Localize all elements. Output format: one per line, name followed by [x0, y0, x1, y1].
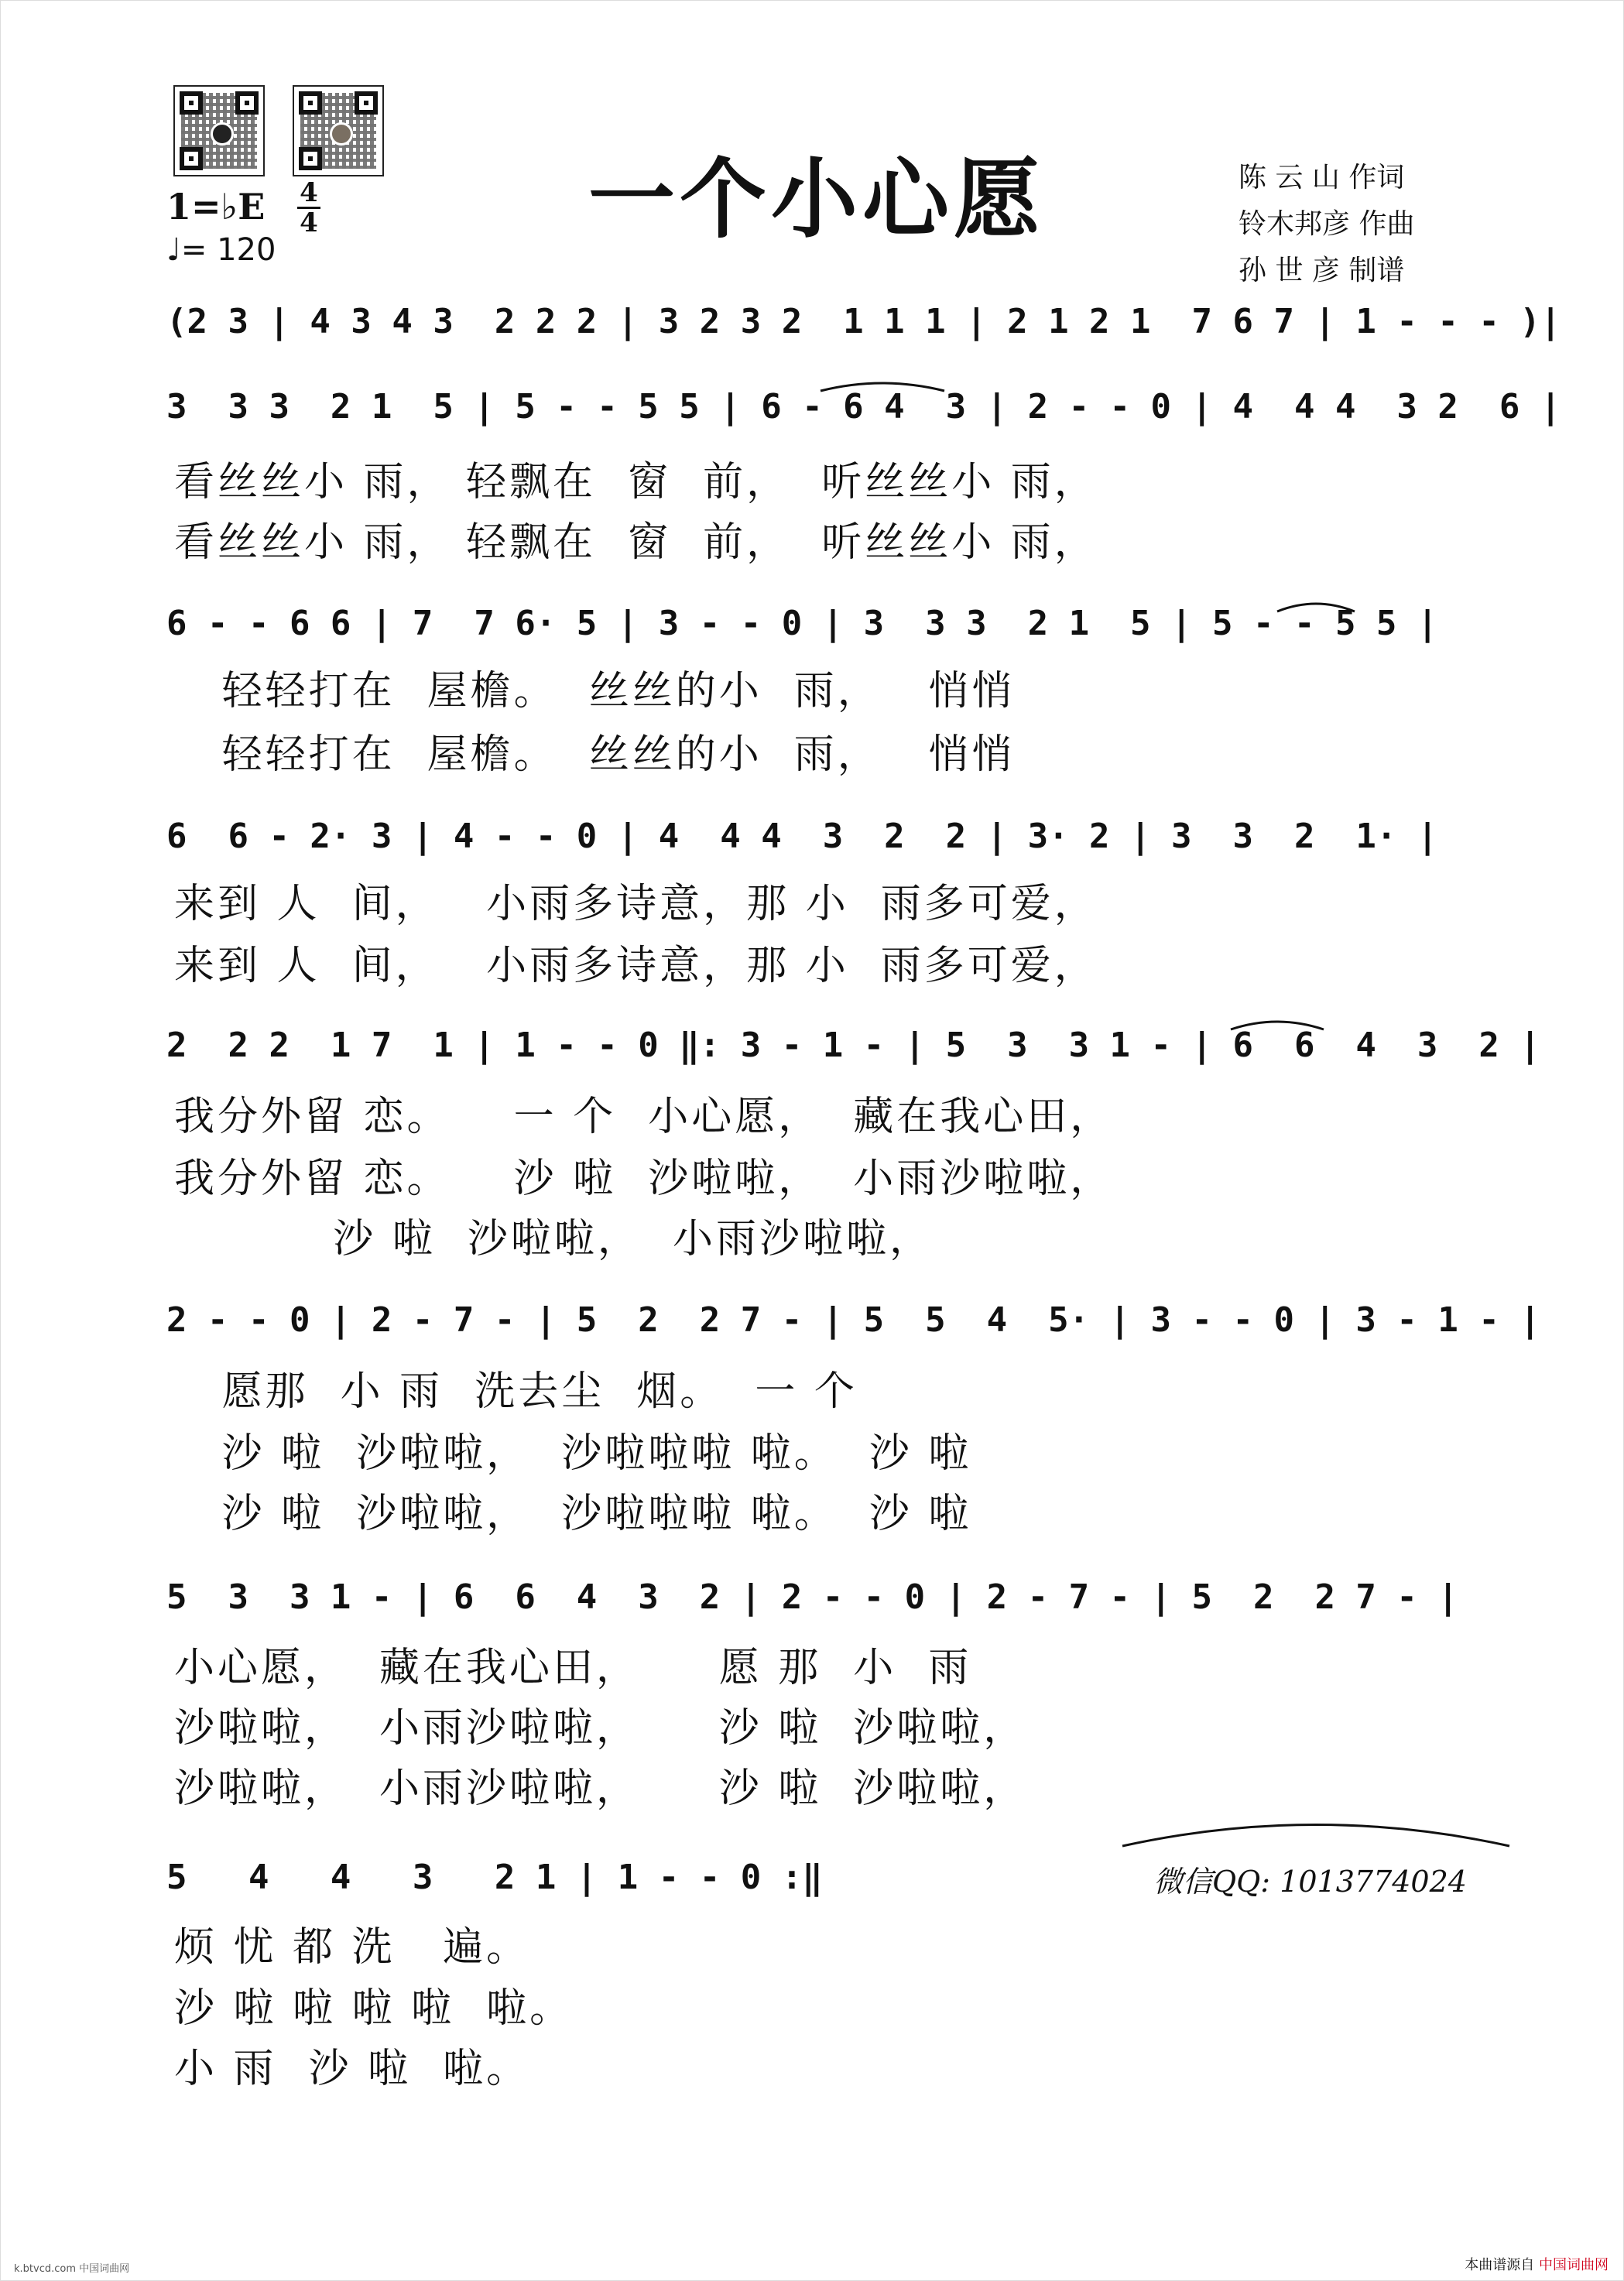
time-signature-bottom: 4	[300, 207, 318, 238]
notation-line: 5 4 4 3 2 1 | 1 - - 0 :‖	[166, 1858, 823, 1897]
lyric-line: 沙 啦 啦 啦 啦 啦。	[174, 1985, 574, 2032]
notation-line: (2 3 | 4 3 4 3 2 2 2 | 3 2 3 2 1 1 1 | 2 1 2 1 7 6 7 | 1 - - - )|	[166, 302, 1561, 341]
lyric-line: 沙啦啦， 小雨沙啦啦， 沙 啦 沙啦啦，	[174, 1766, 1027, 1812]
footer-source-right	[1465, 2254, 1609, 2274]
lyric-line: 小 雨 沙 啦 啦。	[174, 2046, 530, 2092]
lyric-line: 来到 人 间， 小雨多诗意，那 小 雨多可爱，	[174, 943, 1098, 989]
footer-label: 本曲谱源自	[1465, 2257, 1535, 2273]
lyric-line: 轻轻打在 屋檐。 丝丝的小 雨， 悄悄	[174, 668, 1016, 714]
lyric-line: 小心愿， 藏在我心田， 愿 那 小 雨	[174, 1645, 972, 1691]
lyric-line: 轻轻打在 屋檐。 丝丝的小 雨， 悄悄	[174, 731, 1016, 778]
contact-info: 微信QQ: 1013774024	[1153, 1865, 1467, 1899]
lyric-line: 来到 人 间， 小雨多诗意，那 小 雨多可爱，	[174, 881, 1098, 927]
notation-line: 6 - - 6 6 | 7 7 6· 5 | 3 - - 0 | 3 3 3 2 1 5 | 5 - - 5 5 |	[166, 604, 1438, 643]
lyric-line: 沙 啦 沙啦啦， 小雨沙啦啦，	[174, 1216, 933, 1262]
lyric-line: 沙啦啦， 小雨沙啦啦， 沙 啦 沙啦啦，	[174, 1705, 1027, 1752]
time-signature-top: 4	[300, 177, 318, 208]
notation-line: 2 - - 0 | 2 - 7 - | 5 2 2 7 - | 5 5 4 5· | 3 - - 0 | 3 - 1 - |	[166, 1300, 1540, 1340]
lyric-line: 沙 啦 沙啦啦， 沙啦啦啦 啦。 沙 啦	[174, 1491, 972, 1537]
arranger-credit: 孙 世 彦 制谱	[1239, 255, 1405, 286]
notation-line: 6 6 - 2· 3 | 4 - - 0 | 4 4 4 3 2 2 | 3· 2 | 3 3 2 1· |	[166, 817, 1438, 856]
song-title: 一个小心愿	[588, 149, 1045, 250]
notation-line: 2 2 2 1 7 1 | 1 - - 0 ‖: 3 - 1 - | 5 3 3 1 - | 6 6 4 3 2 |	[166, 1026, 1540, 1065]
tempo-marking: ♩= 120	[166, 232, 276, 268]
lyric-line: 沙 啦 沙啦啦， 沙啦啦啦 啦。 沙 啦	[174, 1430, 972, 1477]
lyric-line: 我分外留 恋。 沙 啦 沙啦啦， 小雨沙啦啦，	[174, 1156, 1114, 1202]
footer-site: 中国词曲网	[1539, 2257, 1609, 2273]
lyric-line: 我分外留 恋。 一 个 小心愿， 藏在我心田，	[174, 1094, 1114, 1140]
notation-line: 5 3 3 1 - | 6 6 4 3 2 | 2 - - 0 | 2 - 7 - | 5 2 2 7 - |	[166, 1577, 1458, 1617]
lyric-line: 愿那 小 雨 洗去尘 烟。 一 个	[174, 1368, 858, 1415]
composer-credit: 铃木邦彦 作曲	[1239, 208, 1415, 240]
lyric-line: 烦 忧 都 洗 遍。	[174, 1924, 530, 1971]
key-signature: 1=♭E	[166, 186, 266, 228]
notation-line: 3 3 3 2 1 5 | 5 - - 5 5 | 6 - 6 4 3 | 2 - - 0 | 4 4 4 3 2 6 |	[166, 387, 1561, 426]
lyric-line: 看丝丝小 雨， 轻飘在 窗 前， 听丝丝小 雨，	[174, 519, 1098, 566]
lyric-line: 看丝丝小 雨， 轻飘在 窗 前， 听丝丝小 雨，	[174, 459, 1098, 505]
footer-source-left: k.btvcd.com 中国词曲网	[14, 2263, 130, 2275]
lyricist-credit: 陈 云 山 作词	[1239, 162, 1405, 194]
